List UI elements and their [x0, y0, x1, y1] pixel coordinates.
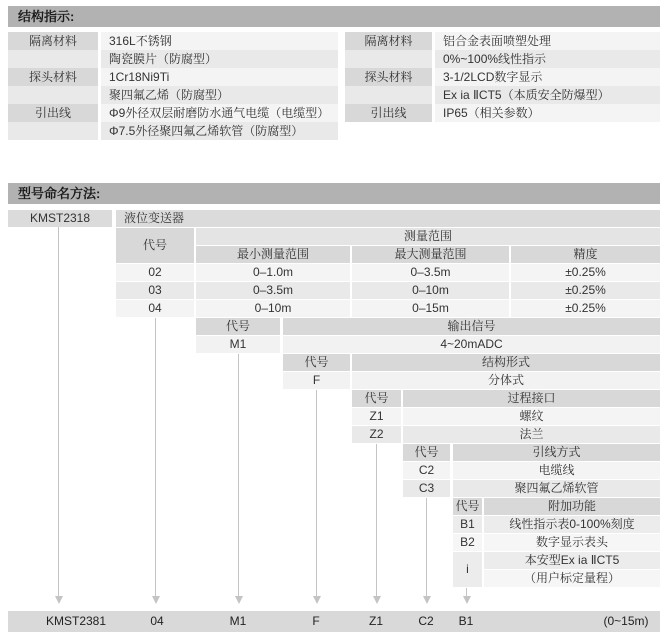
table-title: 过程接口: [403, 390, 660, 407]
arrow-down-icon: [313, 596, 321, 604]
spec-value: IP65（相关参数）: [435, 104, 660, 122]
spec-label: 隔离材料: [8, 32, 98, 50]
spec-label: 探头材料: [8, 68, 98, 86]
range-max: 0–3.5m: [352, 264, 509, 281]
connector-line: [376, 444, 377, 596]
spec-label: 隔离材料: [345, 32, 432, 50]
code-cell: Z2: [352, 426, 401, 443]
spec-label: 引出线: [8, 104, 98, 122]
spec-label: 引出线: [345, 104, 432, 122]
spec-value: 3-1/2LCD数字显示: [435, 68, 660, 86]
connector-line: [316, 390, 317, 596]
range-accuracy: ±0.25%: [511, 282, 660, 299]
code-header: 代号: [403, 444, 450, 461]
range-accuracy: ±0.25%: [511, 264, 660, 281]
spec-value: 316L不锈钢: [101, 32, 338, 50]
example-bar: [8, 611, 660, 632]
model-desc-cell: 液位变送器: [116, 210, 660, 227]
arrow-down-icon: [235, 596, 243, 604]
connector-line: [426, 498, 427, 596]
arrow-down-icon: [423, 596, 431, 604]
code-cell: B1: [453, 516, 482, 533]
value-cell: 数字显示表头: [484, 534, 660, 551]
arrow-down-icon: [152, 596, 160, 604]
example-code: M1: [229, 614, 247, 628]
range-max: 0–10m: [352, 282, 509, 299]
range-code: 04: [116, 300, 194, 317]
range-min: 0–1.0m: [196, 264, 350, 281]
code-header: 代号: [453, 498, 482, 515]
spec-label: [345, 86, 432, 104]
spec-value: 铝合金表面喷塑处理: [435, 32, 660, 50]
example-range: (0~15m): [603, 614, 649, 628]
code-cell: C2: [403, 462, 450, 479]
range-title: 测量范围: [196, 228, 660, 245]
code-cell: i: [453, 552, 482, 587]
spec-label: [345, 50, 432, 68]
spec-value: Φ9外径双层耐磨防水通气电缆（电缆型）: [101, 104, 338, 122]
range-code: 02: [116, 264, 194, 281]
example-code: B1: [458, 614, 474, 628]
code-header: 代号: [196, 318, 280, 335]
example-code: C2: [418, 614, 434, 628]
table-title: 输出信号: [283, 318, 660, 335]
code-cell: Z1: [352, 408, 401, 425]
example-code: Z1: [368, 614, 384, 628]
value-cell: 分体式: [352, 372, 660, 389]
spec-value: Φ7.5外径聚四氟乙烯软管（防腐型）: [101, 122, 338, 140]
range-max: 0–15m: [352, 300, 509, 317]
example-code: F: [312, 614, 320, 628]
range-code: 03: [116, 282, 194, 299]
structure-section-title: 结构指示:: [8, 6, 660, 27]
range-accuracy: ±0.25%: [511, 300, 660, 317]
value-cell: 螺纹: [403, 408, 660, 425]
code-cell: M1: [196, 336, 280, 353]
spec-label: 探头材料: [345, 68, 432, 86]
connector-line: [238, 354, 239, 596]
range-code-header: 代号: [116, 228, 194, 263]
connector-line: [155, 318, 156, 596]
value-cell: 线性指示表0-100%刻度: [484, 516, 660, 533]
code-cell: F: [283, 372, 350, 389]
value-cell: 4~20mADC: [283, 336, 660, 353]
spec-value: Ex ia ⅡCT5（本质安全防爆型）: [435, 86, 660, 104]
range-min: 0–3.5m: [196, 282, 350, 299]
spec-label: [8, 50, 98, 68]
arrow-down-icon: [55, 596, 63, 604]
range-col-max: 最大测量范围: [352, 246, 509, 263]
spec-value: 1Cr18Ni9Ti: [101, 68, 338, 86]
connector-line: [58, 227, 59, 596]
spec-value: 0%~100%线性指示: [435, 50, 660, 68]
value-cell: （用户标定量程）: [484, 570, 660, 587]
spec-value: 陶瓷膜片（防腐型）: [101, 50, 338, 68]
example-code: 04: [150, 614, 164, 628]
table-title: 结构形式: [352, 354, 660, 371]
code-cell: B2: [453, 534, 482, 551]
arrow-down-icon: [373, 596, 381, 604]
value-cell: 本安型Ex ia ⅡCT5: [484, 552, 660, 569]
code-header: 代号: [283, 354, 350, 371]
naming-section-title: 型号命名方法:: [8, 183, 660, 204]
spec-value: 聚四氟乙烯（防腐型）: [101, 86, 338, 104]
range-min: 0–10m: [196, 300, 350, 317]
table-title: 附加功能: [484, 498, 660, 515]
value-cell: 电缆线: [453, 462, 660, 479]
connector-line: [466, 588, 467, 596]
code-cell: C3: [403, 480, 450, 497]
value-cell: 法兰: [403, 426, 660, 443]
model-cell: KMST2318: [8, 210, 112, 227]
range-col-accuracy: 精度: [511, 246, 660, 263]
example-model: KMST2381: [45, 614, 107, 628]
spec-label: [8, 86, 98, 104]
table-title: 引线方式: [453, 444, 660, 461]
spec-label: [8, 122, 98, 140]
arrow-down-icon: [463, 596, 471, 604]
code-header: 代号: [352, 390, 401, 407]
range-col-min: 最小测量范围: [196, 246, 350, 263]
value-cell: 聚四氟乙烯软管: [453, 480, 660, 497]
